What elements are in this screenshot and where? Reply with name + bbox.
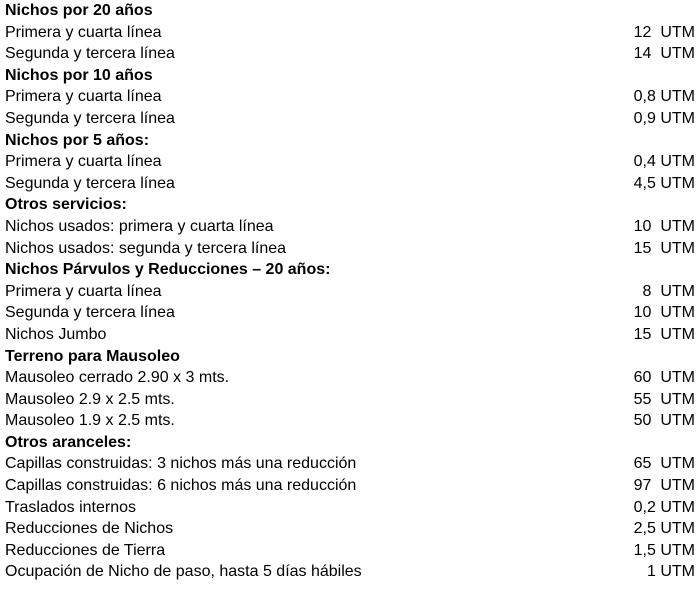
- fee-price: 2,5 UTM: [633, 520, 695, 538]
- fee-row: [0, 475, 700, 497]
- fee-row: [0, 86, 700, 108]
- fee-label: Segunda y tercera línea: [5, 45, 175, 63]
- fee-label: Segunda y tercera línea: [5, 304, 175, 322]
- fee-price: 14 UTM: [633, 45, 695, 63]
- fee-row: [0, 389, 700, 411]
- fee-label: Primera y cuarta línea: [5, 153, 162, 171]
- fee-row: [0, 108, 700, 130]
- fee-row: [0, 302, 700, 324]
- fee-price: 0,9 UTM: [633, 109, 695, 127]
- section-heading: Nichos Párvulos y Reducciones – 20 años:: [5, 261, 331, 279]
- fee-label: Mausoleo cerrado 2.90 x 3 mts.: [5, 369, 230, 387]
- fee-row: [0, 216, 700, 238]
- fee-price: 15 UTM: [633, 325, 695, 343]
- fee-price: 0,8 UTM: [633, 88, 695, 106]
- fee-label: Primera y cuarta línea: [5, 23, 162, 41]
- fee-label: Mausoleo 1.9 x 2.5 mts.: [5, 412, 175, 430]
- fee-row: [0, 410, 700, 432]
- fee-row: [0, 173, 700, 195]
- fee-price: 15 UTM: [633, 239, 695, 257]
- fee-label: Ocupación de Nicho de paso, hasta 5 días hábiles: [5, 563, 362, 581]
- fee-row: [0, 453, 700, 475]
- section-heading: Nichos por 20 años: [5, 2, 153, 19]
- fee-price: 55 UTM: [633, 390, 695, 408]
- fee-row: [0, 561, 700, 583]
- fee-label: Segunda y tercera línea: [5, 174, 175, 192]
- section-heading: Nichos por 10 años: [5, 66, 153, 84]
- fee-price: 65 UTM: [633, 455, 695, 473]
- fee-label: Primera y cuarta línea: [5, 282, 162, 300]
- fee-price: 50 UTM: [633, 412, 695, 430]
- fee-label: Nichos usados: primera y cuarta línea: [5, 217, 274, 235]
- section-heading: Terreno para Mausoleo: [5, 347, 180, 365]
- fee-row: [0, 324, 700, 346]
- fee-label: Capillas construidas: 6 nichos más una reducción: [5, 477, 357, 495]
- fee-row: [0, 518, 700, 540]
- fee-row: [0, 367, 700, 389]
- fee-row: [0, 151, 700, 173]
- fee-row: [0, 238, 700, 260]
- fee-row: [0, 497, 700, 519]
- fee-label: Reducciones de Tierra: [5, 541, 166, 559]
- fee-price: 10 UTM: [633, 217, 695, 235]
- section-heading: Nichos por 5 años:: [5, 131, 150, 149]
- fee-row: [0, 281, 700, 303]
- fee-label: Mausoleo 2.9 x 2.5 mts.: [5, 390, 175, 408]
- fee-row: [0, 22, 700, 44]
- fee-price: 10 UTM: [633, 304, 695, 322]
- fee-label: Primera y cuarta línea: [5, 88, 162, 106]
- fee-price: 97 UTM: [633, 477, 695, 495]
- fee-price: 1,5 UTM: [633, 541, 695, 559]
- section-heading: Otros servicios:: [5, 196, 127, 214]
- fee-price: 12 UTM: [633, 23, 695, 41]
- fee-price: 4,5 UTM: [633, 174, 695, 192]
- fee-price: 60 UTM: [633, 369, 695, 387]
- fee-label: Traslados internos: [5, 498, 137, 516]
- fee-price: 1 UTM: [647, 563, 695, 581]
- fee-price: 0,4 UTM: [633, 153, 695, 171]
- fee-label: Reducciones de Nichos: [5, 520, 174, 538]
- fee-row: [0, 43, 700, 65]
- fee-price: 0,2 UTM: [633, 498, 695, 516]
- section-heading: Otros aranceles:: [5, 433, 132, 451]
- fee-label: Nichos usados: segunda y tercera línea: [5, 239, 287, 257]
- fee-label: Segunda y tercera línea: [5, 109, 175, 127]
- fee-label: Capillas construidas: 3 nichos más una reducción: [5, 455, 357, 473]
- fee-label: Nichos Jumbo: [5, 325, 107, 343]
- fee-row: [0, 540, 700, 562]
- fee-price: 8 UTM: [642, 282, 695, 300]
